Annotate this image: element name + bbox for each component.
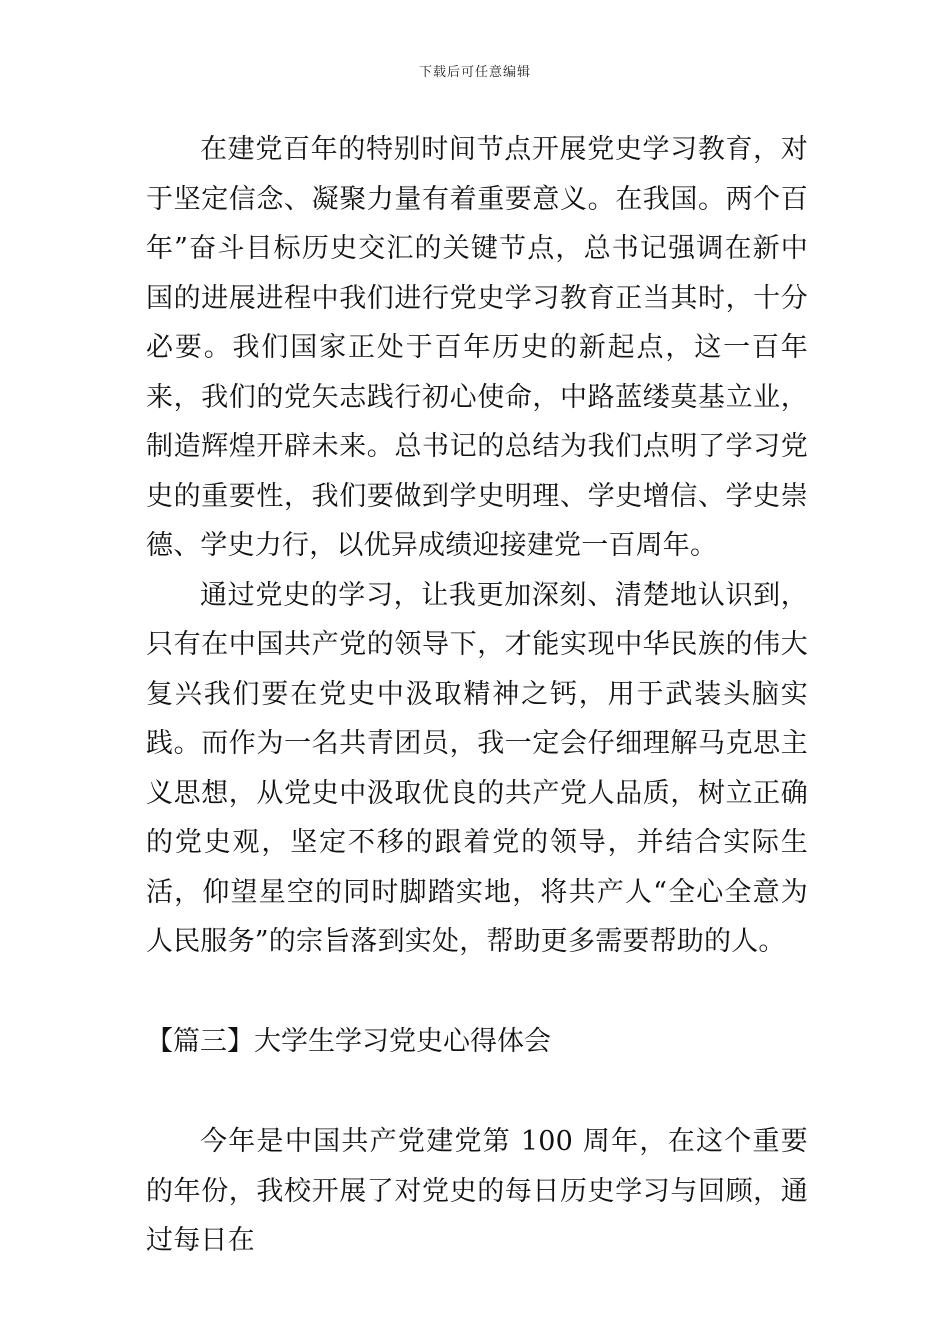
spacer bbox=[146, 1066, 808, 1117]
paragraph-1: 在建党百年的特别时间节点开展党史学习教育，对于坚定信念、凝聚力量有着重要意义。在我国。两个百年”奋斗目标历史交汇的关键节点，总书记强调在新中国的进展进程中我们进行党史学习教育正当其时，十分必要。我们国家正处于百年历史的新起点，这一百年来，我们的党矢志践行初心使命，中路蓝缕莫基立业，制造辉煌开辟未来。总书记的总结为我们点明了学习党史的重要性，我们要做到学史明理、学史增信、学史崇德、学史力行，以优异成绩迎接建党一百周年。 bbox=[146, 134, 808, 561]
paragraph-2: 通过党史的学习，让我更加深刻、清楚地认识到，只有在中国共产党的领导下，才能实现中华民族的伟大复兴我们要在党史中汲取精神之钙，用于武装头脑实践。而作为一名共青团员，我一定会仔细理解马克思主义思想，从党史中汲取优良的共产党人品质，树立正确的党史观，坚定不移的跟着党的领导，并结合实际生活，仰望星空的同时脚踏实地，将共产人“全心全意为人民服务”的宗旨落到实处，帮助更多需要帮助的人。 bbox=[146, 579, 808, 957]
spacer bbox=[146, 967, 808, 1017]
header-note: 下载后可任意编辑 bbox=[418, 65, 531, 80]
section-paragraph-1: 今年是中国共产党建党第 100 周年，在这个重要的年份，我校开展了对党史的每日历史学习与回顾，通过每日在 bbox=[146, 1126, 808, 1256]
section-title: 【篇三】大学生学习党史心得体会 bbox=[146, 1025, 551, 1057]
document-body bbox=[146, 125, 808, 1266]
